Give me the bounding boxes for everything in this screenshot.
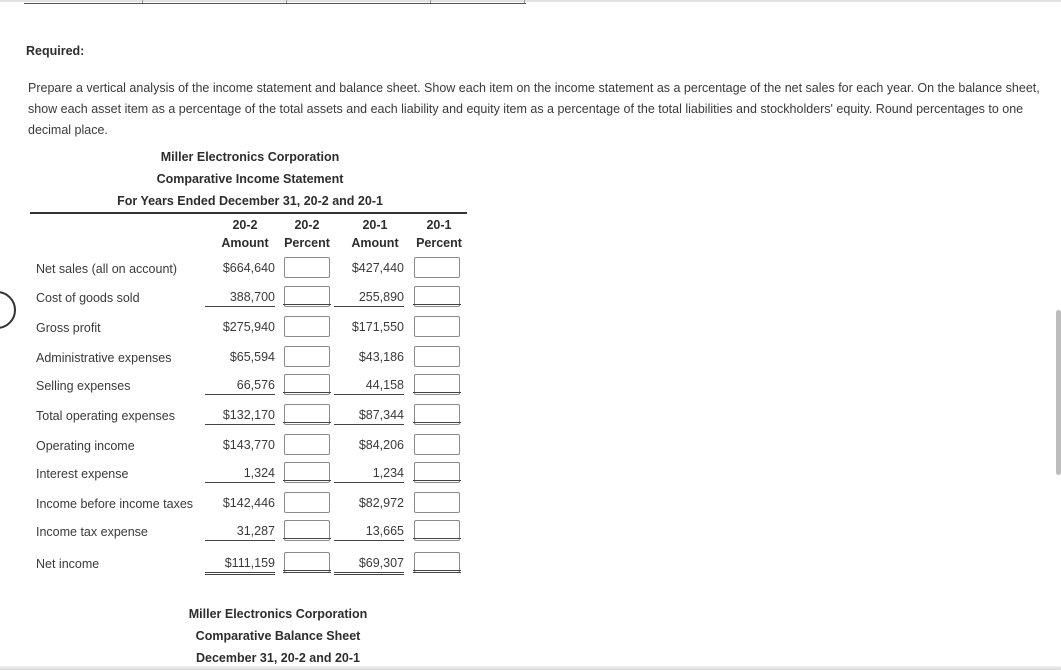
column-type-3: Percent [416,236,462,250]
row-label: Administrative expenses [36,351,172,365]
amount-20-1: $87,344 [334,408,404,425]
required-heading: Required: [26,44,85,58]
percent-20-1-input[interactable] [414,492,460,513]
amount-20-1: 1,234 [334,466,404,483]
row-label: Income before income taxes [36,497,194,511]
percent-underline [283,538,331,539]
amount-20-1: $427,440 [351,261,404,275]
row-label: Net sales (all on account) [36,262,178,276]
percent-20-2-input[interactable] [284,434,330,455]
amount-20-2: $664,640 [222,261,275,275]
percent-underline [413,304,461,305]
income-company-name: Miller Electronics Corporation [160,150,340,164]
column-type-1: Percent [284,236,330,250]
row-label: Cost of goods sold [36,291,140,305]
row-label: Net income [36,557,100,571]
percent-20-1-input[interactable] [414,346,460,367]
amount-20-2: 66,576 [205,378,275,395]
percent-20-1-input[interactable] [414,257,460,278]
percent-underline [413,392,461,393]
income-statement-title: Comparative Income Statement [156,172,344,186]
percent-underline [283,480,331,481]
percent-underline [283,304,331,305]
row-label: Income tax expense [36,525,148,539]
amount-20-2: $143,770 [222,438,275,452]
column-type-0: Amount [221,236,269,250]
row-label: Interest expense [36,467,129,481]
percent-20-2-input[interactable] [284,492,330,513]
percent-underline [413,480,461,481]
column-year-2: 20-1 [362,218,388,232]
column-type-2: Amount [351,236,399,250]
percent-20-1-input[interactable] [414,316,460,337]
percent-underline [283,570,331,573]
amount-20-1: 44,158 [334,378,404,395]
row-label: Selling expenses [36,379,131,393]
instructions-text: Prepare a vertical analysis of the income statement and balance sheet. Show each item on the income statement as a percentage of the net sales for each year. On the balance sheet, show each asset item as a percentage of the total assets and each liability and equity item as a percentage of the total liabilities and stockholders' equity. Round percentages to one decimal place. [28,81,1040,137]
previous-table-edge [24,0,526,4]
column-year-1: 20-2 [294,218,320,232]
amount-20-2: 388,700 [205,290,275,307]
column-year-3: 20-1 [426,218,452,232]
amount-20-2: 31,287 [205,524,275,541]
row-label: Operating income [36,439,135,453]
title-rule [30,212,467,214]
percent-underline [413,538,461,539]
amount-20-1: 13,665 [334,524,404,541]
percent-underline [283,392,331,393]
side-toggle-circle[interactable] [0,291,16,329]
amount-20-1: $84,206 [358,438,404,452]
balance-sheet-title: Comparative Balance Sheet [195,629,361,643]
income-statement-period: For Years Ended December 31, 20-2 and 20-1 [117,194,383,208]
percent-20-2-input[interactable] [284,316,330,337]
amount-20-1: $171,550 [351,320,404,334]
amount-20-2: $111,159 [205,556,275,575]
amount-20-1: 255,890 [334,290,404,307]
percent-20-1-input[interactable] [414,434,460,455]
balance-company-name: Miller Electronics Corporation [188,607,368,621]
percent-underline [283,422,331,423]
amount-20-2: $142,446 [222,496,275,510]
amount-20-2: $275,940 [222,320,275,334]
amount-20-2: $132,170 [205,408,275,425]
percent-underline [413,570,461,573]
amount-20-1: $69,307 [334,556,404,575]
bottom-edge [0,666,1061,670]
balance-sheet-date: December 31, 20-2 and 20-1 [196,651,360,665]
amount-20-2: $65,594 [229,350,275,364]
percent-20-2-input[interactable] [284,346,330,367]
percent-20-2-input[interactable] [284,257,330,278]
row-label: Total operating expenses [36,409,175,423]
row-label: Gross profit [36,321,101,335]
amount-20-1: $82,972 [358,496,404,510]
vertical-scrollbar[interactable] [1056,310,1061,475]
amount-20-1: $43,186 [358,350,404,364]
percent-underline [413,422,461,423]
amount-20-2: 1,324 [205,466,275,483]
column-year-0: 20-2 [232,218,258,232]
